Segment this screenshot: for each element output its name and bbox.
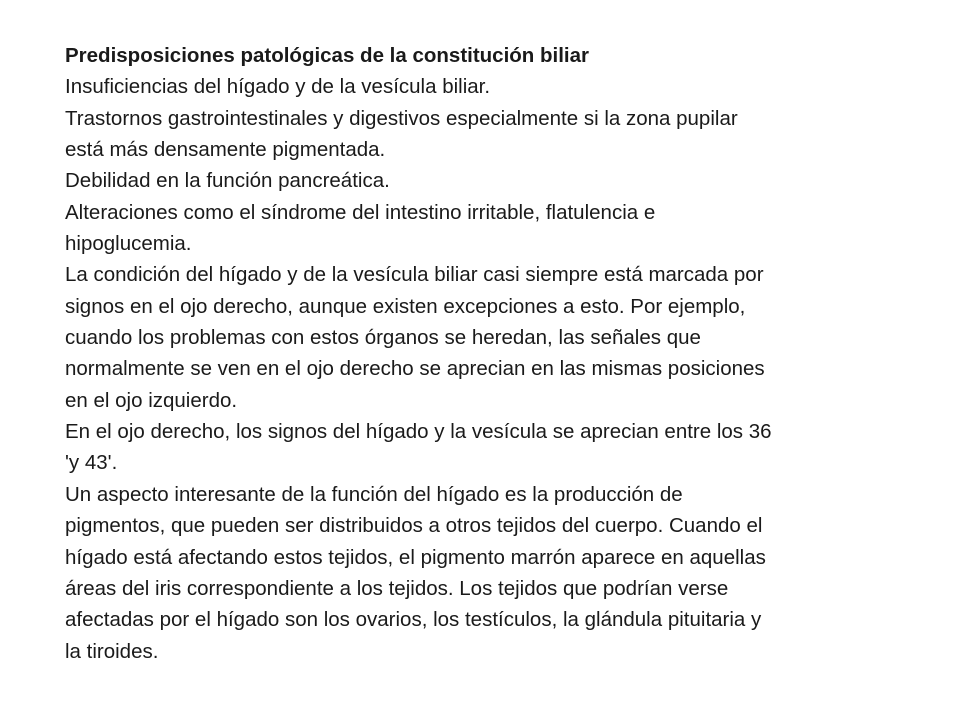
text-line: normalmente se ven en el ojo derecho se aprecian en las mismas posiciones — [65, 357, 765, 381]
text-line: signos en el ojo derecho, aunque existen excepciones a esto. Por ejemplo, — [65, 294, 746, 318]
text-line: Insuficiencias del hígado y de la vesícula biliar. — [65, 75, 491, 99]
text-line: Debilidad en la función pancreática. — [65, 169, 390, 193]
text-line: está más densamente pigmentada. — [65, 138, 386, 162]
text-line: hígado está afectando estos tejidos, el pigmento marrón aparece en aquellas — [65, 545, 766, 569]
text-line: cuando los problemas con estos órganos se heredan, las señales que — [65, 326, 701, 350]
slide-title: Predisposiciones patológicas de la constitución biliar — [65, 44, 590, 67]
text-line: áreas del iris correspondiente a los tejidos. Los tejidos que podrían verse — [65, 576, 729, 600]
text-line: Trastornos gastrointestinales y digestivos especialmente si la zona pupilar — [65, 106, 738, 130]
text-line: en el ojo izquierdo. — [65, 388, 238, 412]
text-line: pigmentos, que pueden ser distribuidos a otros tejidos del cuerpo. Cuando el — [65, 514, 763, 538]
text-line: Alteraciones como el síndrome del intestino irritable, flatulencia e — [65, 200, 656, 224]
text-line: 'y 43'. — [65, 451, 118, 475]
slide-text-block — [65, 40, 915, 667]
text-line: la tiroides. — [65, 639, 159, 663]
text-line: En el ojo derecho, los signos del hígado y la vesícula se aprecian entre los 36 — [65, 420, 772, 444]
text-line: afectadas por el hígado son los ovarios, los testículos, la glándula pituitaria y — [65, 608, 762, 632]
text-line: hipoglucemia. — [65, 232, 192, 256]
text-line: La condición del hígado y de la vesícula biliar casi siempre está marcada por — [65, 263, 764, 287]
text-line: Un aspecto interesante de la función del hígado es la producción de — [65, 482, 683, 506]
